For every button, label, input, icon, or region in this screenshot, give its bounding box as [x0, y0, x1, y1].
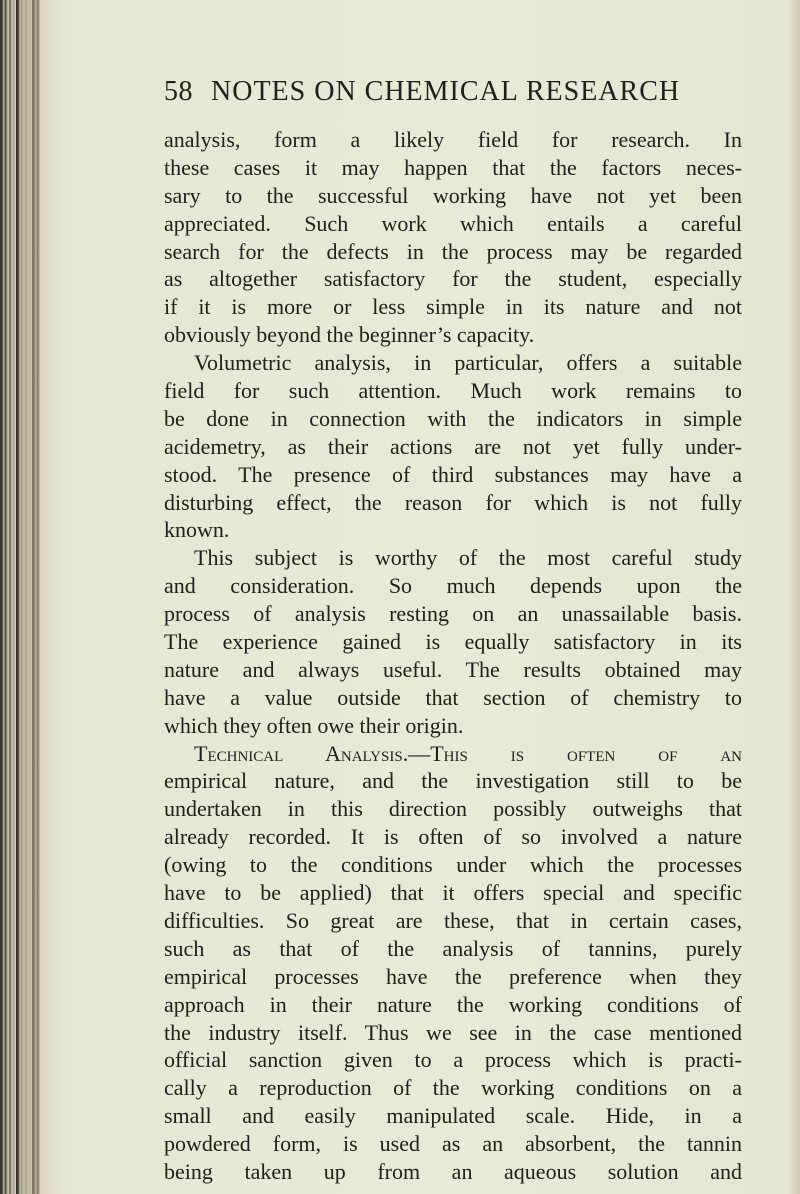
text-line: be done in connection with the indicators in simple	[164, 405, 742, 431]
text-line: such as that of the analysis of tannins, purely	[164, 935, 742, 961]
text-line: difficulties. So great are these, that in certain cases,	[164, 907, 742, 933]
gutter-shadow	[20, 0, 60, 1194]
text-line: powdered form, is used as an absorbent, the tannin	[164, 1131, 742, 1157]
text-line: have a value outside that section of chemistry to	[164, 684, 742, 710]
text-line: small and easily manipulated scale. Hide, in a	[164, 1103, 742, 1129]
text-line: analysis, form a likely field for research. In	[164, 127, 742, 152]
text-line: if it is more or less simple in its nature and not	[164, 294, 742, 320]
page-header	[164, 76, 744, 116]
page-edge-shadow	[788, 0, 800, 1194]
text-line: approach in their nature the working conditions of	[164, 991, 742, 1017]
text-line: empirical processes have the preference when they	[164, 963, 742, 989]
text-line: acidemetry, as their actions are not yet fully under-	[164, 433, 742, 459]
text-line: stood. The presence of third substances may have a	[164, 461, 742, 487]
text-line: search for the defects in the process may be regarded	[164, 238, 742, 264]
text-line: empirical nature, and the investigation still to be	[164, 768, 742, 794]
text-line: the industry itself. Thus we see in the case mentioned	[164, 1019, 742, 1045]
running-head: NOTES ON CHEMICAL RESEARCH	[211, 76, 681, 107]
text-line: have to be applied) that it offers special and specific	[164, 880, 742, 906]
text-line: sary to the successful working have not yet been	[164, 182, 742, 208]
page-number: 58	[164, 76, 193, 107]
text-line: being taken up from an aqueous solution and	[164, 1158, 742, 1184]
body-text	[164, 126, 742, 1186]
text-line: these cases it may happen that the factors neces-	[164, 154, 742, 180]
text-line: known.	[164, 517, 230, 543]
text-line: obviously beyond the beginner’s capacity.	[164, 322, 535, 348]
text-line: The experience gained is equally satisfactory in its	[164, 629, 742, 655]
text-line: process of analysis resting on an unassailable basis.	[164, 601, 742, 627]
text-line: disturbing effect, the reason for which is not fully	[164, 489, 742, 515]
text-line: undertaken in this direction possibly outweighs that	[164, 796, 742, 822]
text-line: official sanction given to a process which is practi-	[164, 1047, 742, 1073]
text-line: cally a reproduction of the working conditions on a	[164, 1075, 742, 1101]
text-line-section-heading: Technical Analysis.—This is often of an	[194, 740, 742, 766]
text-line: appreciated. Such work which entails a careful	[164, 210, 742, 236]
text-line: This subject is worthy of the most careful study	[194, 545, 742, 571]
text-line: as altogether satisfactory for the student, especially	[164, 266, 742, 292]
text-line: nature and always useful. The results obtained may	[164, 656, 742, 682]
text-line: field for such attention. Much work remains to	[164, 378, 742, 404]
text-line: already recorded. It is often of so involved a nature	[164, 824, 742, 850]
text-line: Volumetric analysis, in particular, offers a suitable	[194, 350, 742, 376]
text-line: which they often owe their origin.	[164, 712, 464, 738]
text-line: (owing to the conditions under which the processes	[164, 852, 742, 878]
text-line: and consideration. So much depends upon the	[164, 573, 742, 599]
